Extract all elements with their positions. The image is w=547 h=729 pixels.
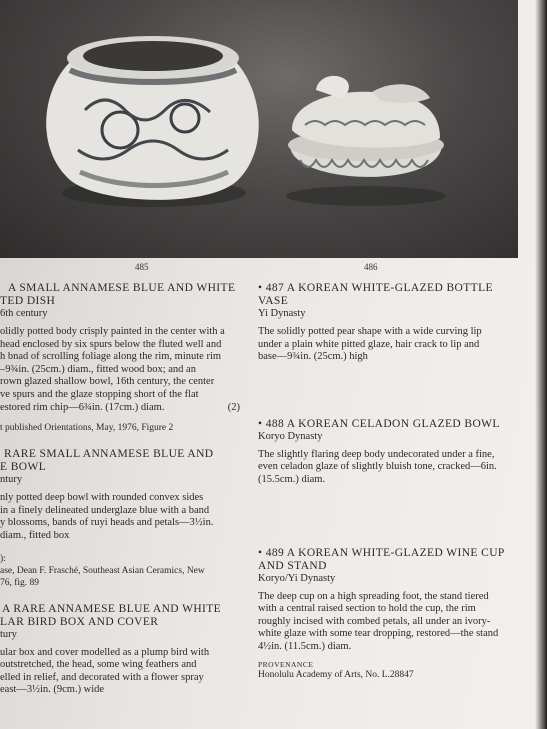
lot-description: y blossoms, bands of ruyi heads and petals—3½in. xyxy=(0,517,214,529)
lot-description: h bnad of scrolling foliage along the rim, minute rim xyxy=(0,351,222,363)
right-column xyxy=(258,282,526,681)
lot-description: olidly potted body crisply painted in the center with a xyxy=(0,326,225,337)
lot-title: • 487 A KOREAN WHITE-GLAZED BOTTLE xyxy=(258,282,493,294)
lot-description: elled in relief, and decorated with a flower spray xyxy=(0,671,204,683)
lot-description: 4½in. (11.5cm.) diam. xyxy=(258,640,352,652)
lot-title: A SMALL ANNAMESE BLUE AND WHITE xyxy=(8,282,236,294)
lot-bird-box xyxy=(0,603,250,697)
lot-description: diam., fitted box xyxy=(0,529,70,541)
lot-reference: ase, Dean F. Frasché, Southeast Asian Ceramics, New xyxy=(0,565,205,576)
lot-description: east—3½in. (9cm.) wide xyxy=(0,684,105,696)
page-edge-shadow xyxy=(535,0,547,729)
lot-description: base—9¾in. (25cm.) high xyxy=(258,351,368,363)
lot-description: with a central raised section to hold the cup, the rim xyxy=(258,603,476,615)
lot-description: The slightly flaring deep body undecorated under a fine, xyxy=(258,448,495,460)
caption-485: 485 xyxy=(135,262,149,272)
lot-description: outstretched, the head, some wing feathers and xyxy=(0,659,197,671)
lot-description: –9¾in. (25cm.) diam., fitted wood box; and an xyxy=(0,363,196,375)
lot-count: (2) xyxy=(227,401,240,413)
lot-small-bowl xyxy=(0,448,250,588)
lot-title: • 488 A KOREAN CELADON GLAZED BOWL xyxy=(258,417,500,430)
lot-title: A RARE ANNAMESE BLUE AND WHITE xyxy=(2,602,222,615)
lot-description: white glaze with some tear dropping, restored—the stand xyxy=(258,628,499,640)
lot-title: TED DISH xyxy=(0,295,56,307)
lot-description: rown glazed shallow bowl, 16th century, the center xyxy=(0,376,215,388)
lot-reference: 76, fig. 89 xyxy=(0,577,40,588)
lot-description: ular box and cover modelled as a plump bird with xyxy=(0,646,210,658)
lot-title: AND STAND xyxy=(258,559,327,572)
lot-dynasty: Koryo/Yi Dynasty xyxy=(258,572,336,584)
lot-description: roughly incised with combed petals, all under an ivory- xyxy=(258,615,491,627)
lot-description: head enclosed by six spurs below the fluted well and xyxy=(0,338,222,350)
caption-486: 486 xyxy=(364,262,378,272)
ceramics-photograph xyxy=(0,0,518,258)
lot-description: even celadon glaze of slightly bluish tone, cracked—6in. xyxy=(258,461,497,473)
lot-literature: t published Orientations, May, 1976, Figure 2 xyxy=(0,423,174,434)
lot-title: VASE xyxy=(258,295,289,307)
lot-date: ntury xyxy=(0,474,23,486)
lot-small-dish xyxy=(0,282,250,434)
lot-description: The deep cup on a high spreading foot, the stand tiered xyxy=(258,590,489,602)
lot-title: • 489 A KOREAN WHITE-GLAZED WINE CUP xyxy=(258,546,505,559)
lot-title: LAR BIRD BOX AND COVER xyxy=(0,615,159,628)
provenance-text: Honolulu Academy of Arts, No. L.28847 xyxy=(258,669,414,680)
lot-date: 6th century xyxy=(0,308,48,319)
lot-description: (15.5cm.) diam. xyxy=(258,473,326,485)
lot-description: The solidly potted pear shape with a wide curving lip xyxy=(258,326,482,337)
lot-reference-label: ): xyxy=(0,553,6,564)
lot-description: in a finely delineated underglaze blue with a band xyxy=(0,504,210,516)
lot-488 xyxy=(258,418,526,487)
provenance-label: PROVENANCE xyxy=(258,659,314,669)
lot-description: under a plain white pitted glaze, hair crack to lip and xyxy=(258,338,480,350)
annamese-jar-image xyxy=(46,36,259,207)
lot-title: RARE SMALL ANNAMESE BLUE AND xyxy=(4,448,214,461)
lot-description: nly potted deep bowl with rounded convex sides xyxy=(0,492,204,504)
lot-description: estored rim chip—6¾in. (17cm.) diam. xyxy=(0,401,165,413)
lot-487 xyxy=(258,282,526,364)
bird-box-image xyxy=(286,76,446,206)
ceramics-illustration xyxy=(0,0,518,258)
lot-date: tury xyxy=(0,628,17,640)
lot-title: E BOWL xyxy=(0,461,47,474)
lot-dynasty: Koryo Dynasty xyxy=(258,430,323,442)
lot-dynasty: Yi Dynasty xyxy=(258,308,306,319)
left-column xyxy=(0,282,250,697)
lot-description: ve spurs and the glaze stopping short of the flat xyxy=(0,388,199,400)
lot-489 xyxy=(258,547,526,681)
